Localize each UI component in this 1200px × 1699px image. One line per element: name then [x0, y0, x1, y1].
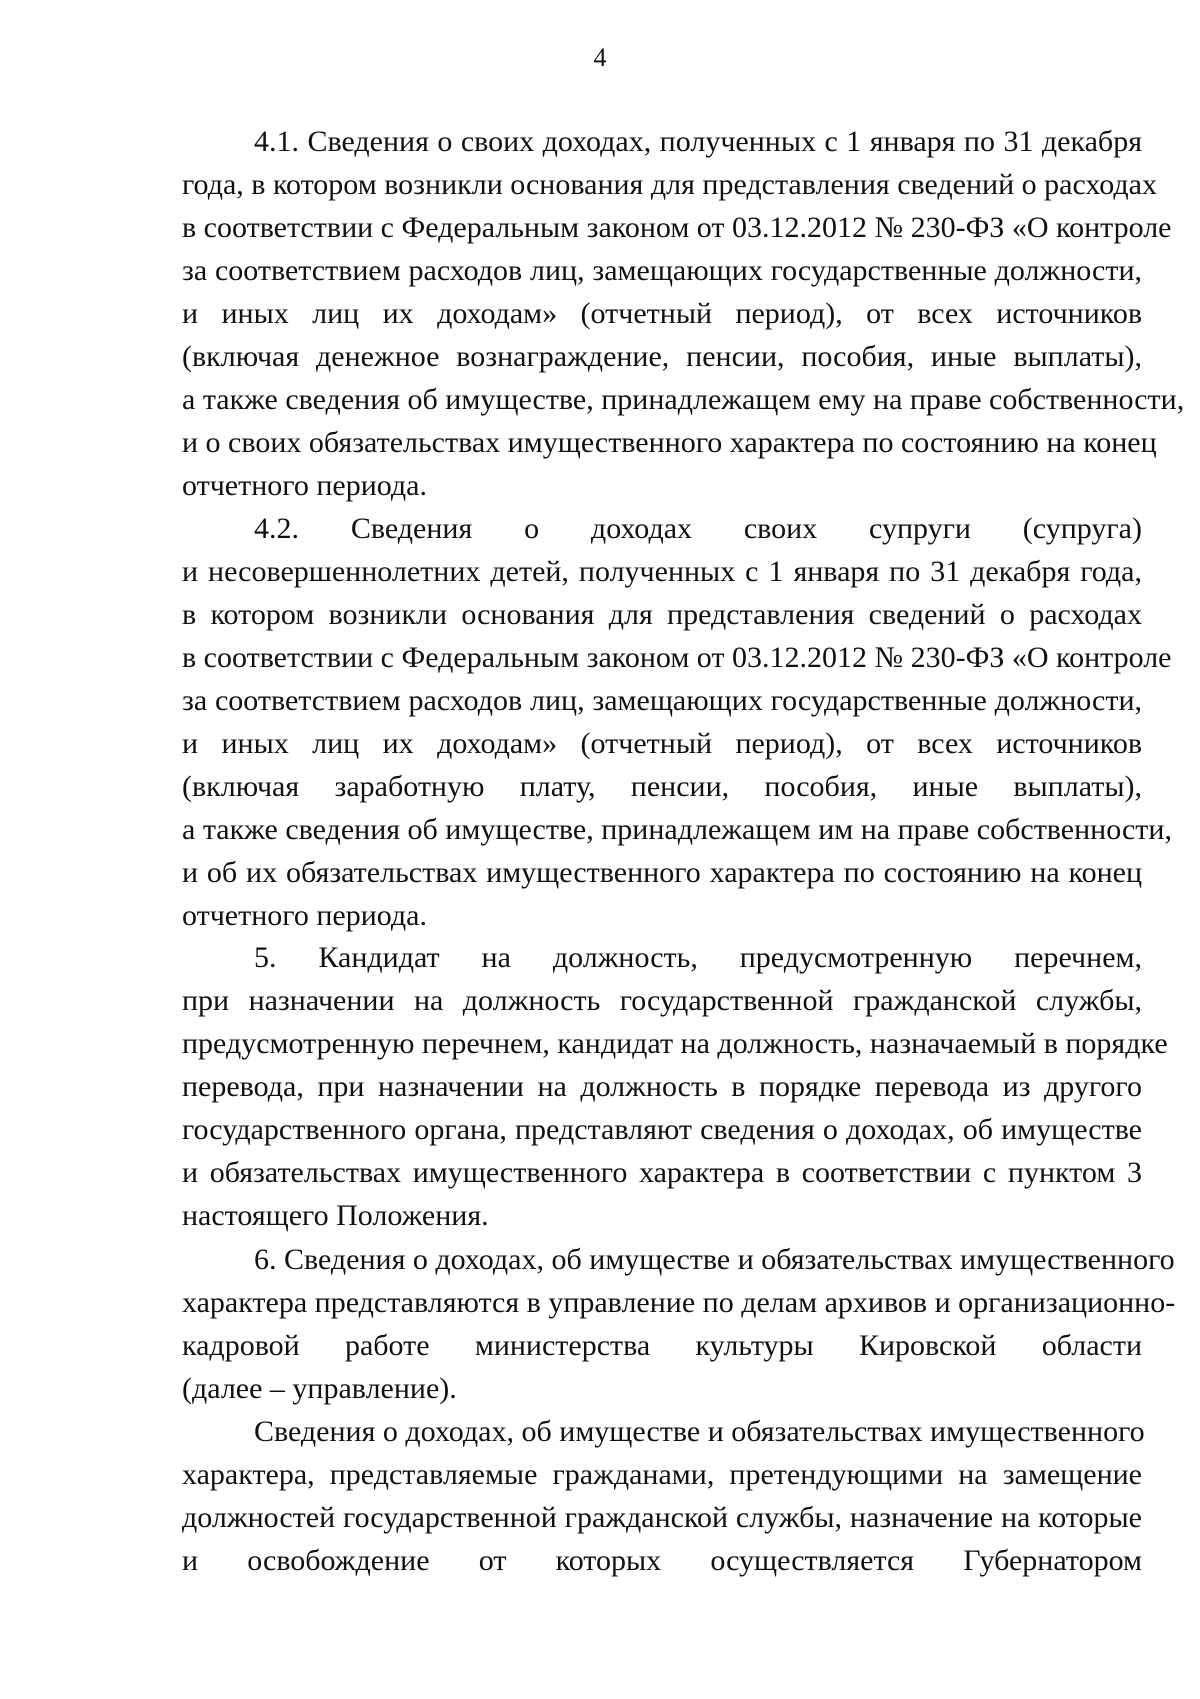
text-line: и иных лиц их доходам» (отчетный период), от всех источников — [182, 297, 1142, 330]
text-line: в соответствии с Федеральным законом от 03.12.2012 № 230-ФЗ «О контроле — [182, 211, 1172, 244]
text-line: 4.1. Сведения о своих доходах, полученных с 1 января по 31 декабря — [254, 125, 1142, 158]
text-line: в соответствии с Федеральным законом от 03.12.2012 № 230-ФЗ «О контроле — [182, 641, 1172, 674]
text-line: и о своих обязательствах имущественного характера по состоянию на конец — [182, 426, 1157, 459]
text-line: государственного органа, представляют сведения о доходах, об имуществе — [182, 1113, 1142, 1146]
text-line: Сведения о доходах, об имуществе и обязательствах имущественного — [254, 1415, 1145, 1448]
text-line: характера представляются в управление по делам архивов и организационно- — [182, 1286, 1176, 1319]
text-line: (включая денежное вознаграждение, пенсии, пособия, иные выплаты), — [182, 340, 1142, 373]
paragraph-6 — [182, 1238, 1176, 1410]
text-line: отчетного периода. — [182, 899, 427, 932]
text-line: и несовершеннолетних детей, полученных с 1 января по 31 декабря года, — [182, 555, 1142, 588]
text-line: и освобождение от которых осуществляется Губернатором — [182, 1544, 1142, 1577]
text-line: и обязательствах имущественного характера в соответствии с пунктом 3 — [182, 1156, 1142, 1189]
text-line: 5. Кандидат на должность, предусмотренную перечнем, — [254, 941, 1142, 974]
paragraph-5 — [182, 936, 1168, 1237]
paragraph-4-2 — [182, 507, 1172, 937]
text-line: (включая заработную плату, пенсии, пособия, иные выплаты), — [182, 770, 1142, 803]
text-line: перевода, при назначении на должность в порядке перевода из другого — [182, 1070, 1142, 1103]
text-line: кадровой работе министерства культуры Кировской области — [182, 1329, 1142, 1362]
text-line: и иных лиц их доходам» (отчетный период), от всех источников — [182, 727, 1142, 760]
paragraph-6-continued — [182, 1410, 1145, 1582]
text-line: 6. Сведения о доходах, об имуществе и обязательствах имущественного — [254, 1243, 1175, 1276]
text-line: при назначении на должность государственной гражданской службы, — [182, 984, 1142, 1017]
text-line: а также сведения об имуществе, принадлежащем им на праве собственности, — [182, 813, 1172, 846]
text-line: (далее – управление). — [182, 1372, 457, 1405]
paragraph-4-1 — [182, 120, 1185, 507]
text-line: года, в котором возникли основания для представления сведений о расходах — [182, 168, 1157, 201]
text-line: отчетного периода. — [182, 469, 427, 502]
text-line: 4.2. Сведения о доходах своих супруги (супруга) — [254, 512, 1142, 545]
text-line: в котором возникли основания для представления сведений о расходах — [182, 598, 1142, 631]
text-line: характера, представляемые гражданами, претендующими на замещение — [182, 1458, 1142, 1491]
text-line: должностей государственной гражданской службы, назначение на которые — [182, 1501, 1142, 1534]
text-line: за соответствием расходов лиц, замещающих государственные должности, — [182, 254, 1142, 287]
text-line: настоящего Положения. — [182, 1199, 489, 1232]
page-number: 4 — [593, 43, 607, 72]
text-line: и об их обязательствах имущественного характера по состоянию на конец — [182, 856, 1142, 889]
text-line: предусмотренную перечнем, кандидат на должность, назначаемый в порядке — [182, 1027, 1168, 1060]
text-line: а также сведения об имуществе, принадлежащем ему на праве собственности, — [182, 383, 1185, 416]
text-line: за соответствием расходов лиц, замещающих государственные должности, — [182, 684, 1142, 717]
